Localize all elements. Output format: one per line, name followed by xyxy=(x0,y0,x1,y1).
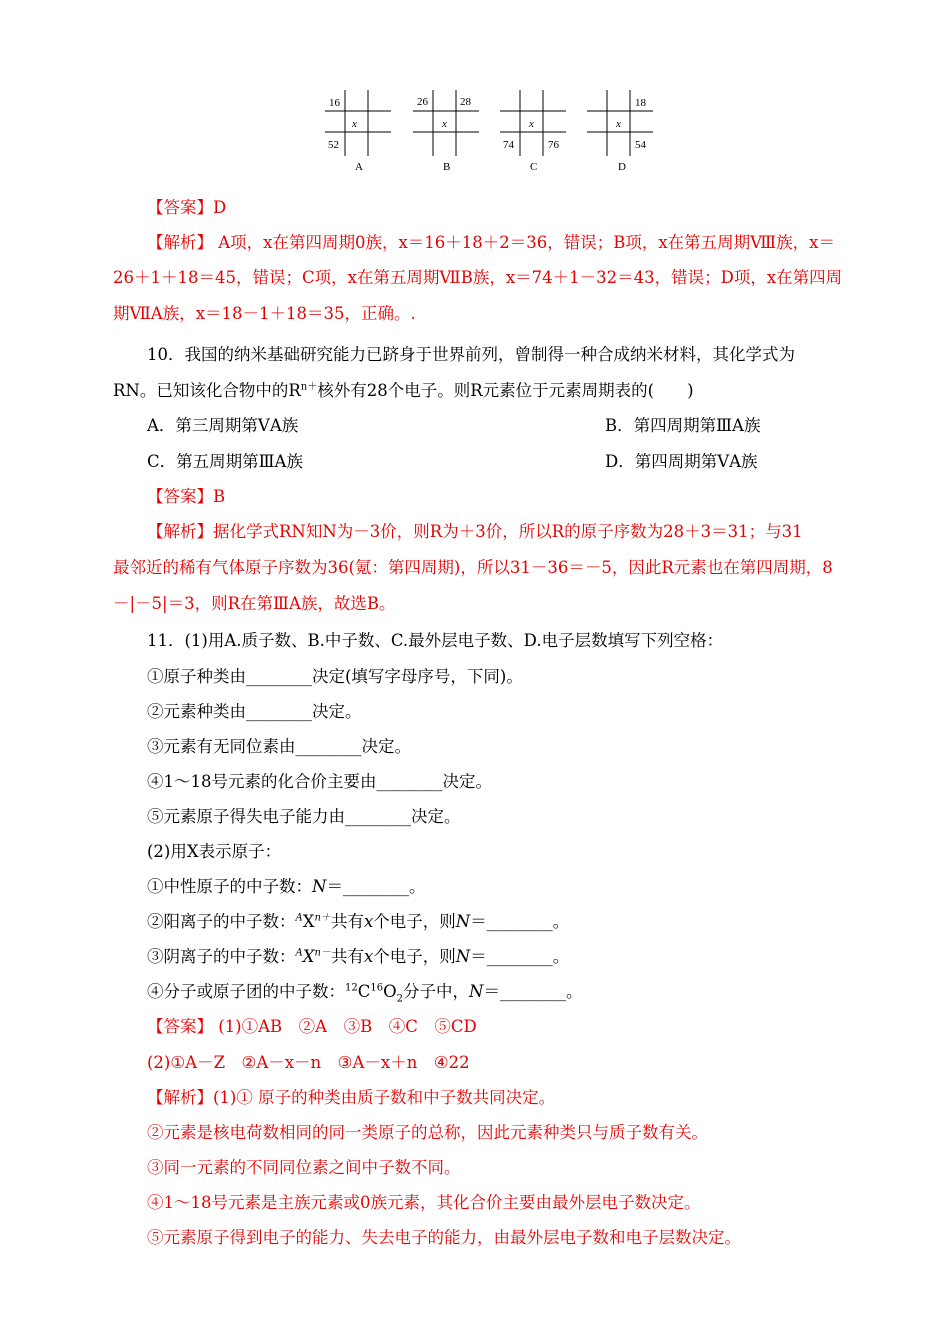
q9-analysis-3: 期ⅦA族，x＝18－1＋18＝35，正确。. xyxy=(113,304,416,323)
fig-c-label: C xyxy=(530,161,538,173)
q11-analysis-3: ③同一元素的不同同位素之间中子数不同。 xyxy=(147,1158,461,1177)
q11-analysis-4: ④1～18号元素是主族元素或0族元素，其化合价主要由最外层电子数决定。 xyxy=(147,1193,701,1212)
q11-s4: ④分子或原子团的中子数：$^{12}C^{16}O_2$分子中，N＝________。 xyxy=(147,982,583,1005)
q10-analysis-2: 最邻近的稀有气体原子序数为36(氪：第四周期)，所以31－36＝－5，因此R元素也在第四周期，8 xyxy=(113,558,833,577)
figure-c xyxy=(500,90,566,156)
figure-a xyxy=(325,90,391,156)
q10-analysis-3: －|－5|＝3，则R在第ⅢA族，故选B。 xyxy=(113,594,396,613)
q10-option-b: B．第四周期第ⅢA族 xyxy=(605,416,761,435)
q11-p4: ④1～18号元素的化合价主要由________决定。 xyxy=(147,772,492,791)
q11-stem: 11．(1)用A.质子数、B.中子数、C.最外层电子数、D.电子层数填写下列空格： xyxy=(147,631,724,650)
fig-d-tr: 18 xyxy=(635,97,646,109)
fig-c-x: x xyxy=(529,118,534,130)
fig-a-label: A xyxy=(355,161,363,173)
q11-analysis-2: ②元素是核电荷数相同的同一类原子的总称，因此元素种类只与质子数有关。 xyxy=(147,1123,708,1142)
q11-s1: ①中性原子的中子数：N＝________。 xyxy=(147,877,426,896)
q11-p2: ②元素种类由________决定。 xyxy=(147,702,362,721)
q10-analysis-1: 【解析】据化学式RN知N为－3价，则R为＋3价，所以R的原子序数为28＋3＝31；与31 xyxy=(147,522,803,541)
q11-analysis-1: 【解析】(1)① 原子的种类由质子数和中子数共同决定。 xyxy=(147,1088,556,1107)
fig-a-x: x xyxy=(352,118,357,130)
q11-s3: ③阴离子的中子数：$^AX^{n-}$共有x个电子，则N＝________。 xyxy=(147,947,570,966)
q11-p1: ①原子种类由________决定(填写字母序号，下同)。 xyxy=(147,667,523,686)
fig-b-x: x xyxy=(442,118,447,130)
q11-analysis-5: ⑤元素原子得到电子的能力、失去电子的能力，由最外层电子数和电子层数决定。 xyxy=(147,1228,741,1247)
fig-b-tl: 26 xyxy=(417,96,428,108)
q9-analysis-1: 【解析】 A项，x在第四周期0族，x＝16＋18＋2＝36，错误；B项，x在第五周期Ⅷ族，x＝ xyxy=(147,233,835,252)
fig-b-tr: 28 xyxy=(460,96,471,108)
q10-stem-1: 10．我国的纳米基础研究能力已跻身于世界前列，曾制得一种合成纳米材料，其化学式为 xyxy=(147,345,795,364)
fig-d-x: x xyxy=(616,118,621,130)
q11-p3: ③元素有无同位素由________决定。 xyxy=(147,737,411,756)
fig-d-br: 54 xyxy=(635,139,646,151)
fig-d-label: D xyxy=(618,161,626,173)
q9-answer: 【答案】D xyxy=(147,198,227,217)
q10-answer: 【答案】B xyxy=(147,487,226,506)
fig-c-bl: 74 xyxy=(503,139,514,151)
q11-p5: ⑤元素原子得失电子能力由________决定。 xyxy=(147,807,461,826)
q10-option-a: A．第三周期第ⅤA族 xyxy=(147,416,299,435)
q10-option-c: C．第五周期第ⅢA族 xyxy=(147,452,303,471)
q11-s2: ②阳离子的中子数：$^AX^{n+}$共有x个电子，则N＝________。 xyxy=(147,912,570,931)
q9-analysis-2: 26＋1＋18＝45，错误；C项，x在第五周期ⅦB族，x＝74＋1－32＝43，错误；D项，x在第四周 xyxy=(113,268,843,287)
fig-a-bl: 52 xyxy=(328,139,339,151)
figure-b xyxy=(413,90,479,156)
fig-a-tl: 16 xyxy=(329,97,340,109)
fig-b-label: B xyxy=(443,161,451,173)
figure-d xyxy=(587,90,653,156)
q11-answer-1: 【答案】 (1)①AB ②A ③B ④C ⑤CD xyxy=(147,1017,477,1036)
q11-part2: (2)用X表示原子： xyxy=(147,842,282,861)
fig-c-br: 76 xyxy=(548,139,559,151)
q11-answer-2: (2)①A－Z ②A－x－n ③A－x＋n ④22 xyxy=(147,1053,470,1072)
q10-option-d: D．第四周期第ⅤA族 xyxy=(605,452,758,471)
q10-stem-2: RN。已知该化合物中的$R^{n+}$核外有28个电子。则R元素位于元素周期表的( ) xyxy=(113,381,694,400)
